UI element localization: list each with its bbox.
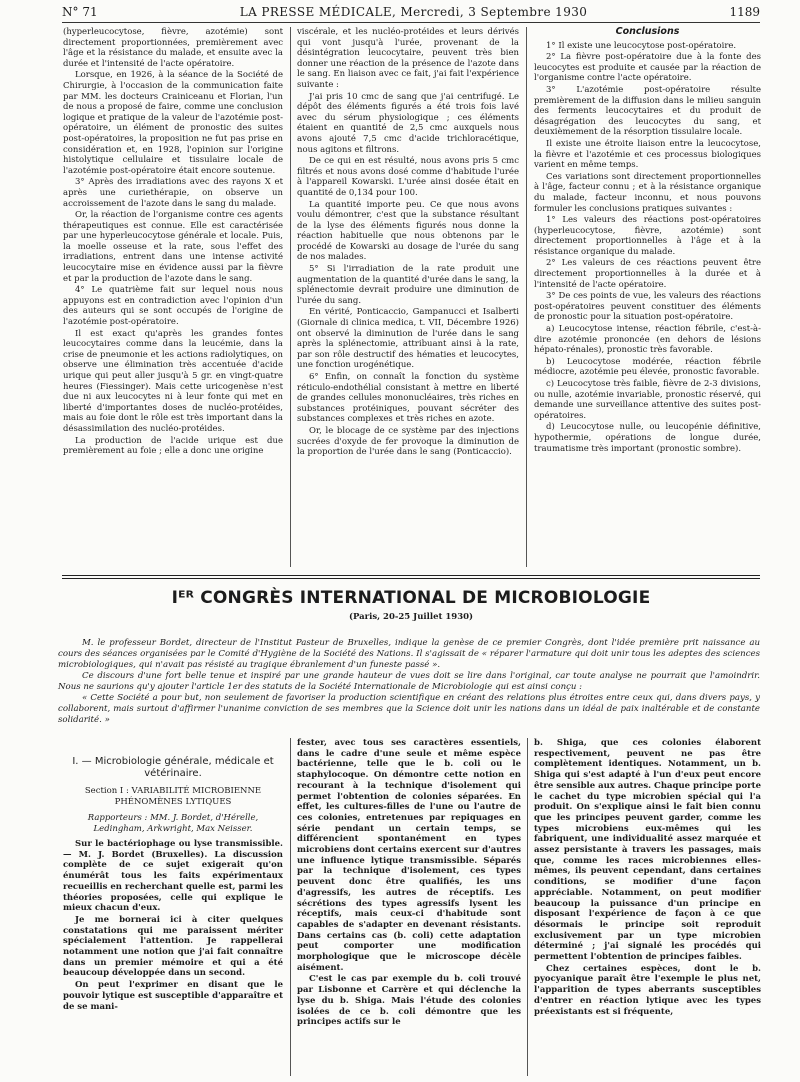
intro-paragraph: Ce discours d'une fort belle tenue et inspiré par une grande hauteur de vues doit se lire dans l'original, car toute analyse ne pourrait que l'amoindrir. Nous ne saurions qu'y ajouter l'article 1er des statuts de la Société Internationale de Microbiologie qui est ainsi conçu : (58, 671, 760, 692)
paragraph: Il est exact qu'après les grandes fontes leucocytaires comme dans la leucémie, dans la crise de pneumonie et les actions radiolytiques, on observe une élimination très accentuée d'acide urique qui peut aller jusqu'à 5 gr. en vingt-quatre heures (Fiessinger). Mais cette uricogenèse n'est due ni aux leucocytes ni à leur fonte qui met en liberté d'importantes doses de nucléo-protéides, mais au foie dont le rôle est très important dans la désassimilation des nucléo-protéides. (63, 328, 283, 434)
paragraph: 3° De ces points de vue, les valeurs des réactions post-opératoires peuvent constituer des éléments de pronostic pour la situation post-opératoire. (534, 291, 761, 323)
header-rule (62, 22, 760, 23)
paragraph: 1° Il existe une leucocytose post-opératoire. (546, 40, 737, 51)
section-separator (62, 578, 760, 579)
issue-number: N° 71 (62, 5, 98, 19)
bottom-column-3 (534, 738, 761, 1018)
column-divider (527, 738, 528, 1076)
paragraph: De ce qui en est résulté, nous avons pris 5 cmc filtrés et nous avons dosé comme d'habitude l'urée à l'appareil Kowarski. L'urée ainsi dosée était en quantité de 0,134 pour 100. (297, 156, 519, 198)
column-divider (290, 738, 291, 1076)
section-subtitle: Section I : VARIABILITÉ MICROBIENNE PHÉNOMÈNES LYTIQUES (84, 786, 262, 807)
conclusions-column (534, 27, 761, 455)
article-column-2 (297, 27, 519, 459)
paragraph: d) Leucocytose nulle, ou leucopénie définitive, hypothermie, opérations de longue durée, traumatisme très important (pronostic sombre). (534, 422, 761, 454)
page-header (62, 3, 760, 21)
paragraph: Ces variations sont directement proportionnelles à l'âge, facteur connu ; et à la résistance organique du malade, facteur inconnu, et nous pouvons formuler les conclusions pratiques suivantes : (534, 171, 761, 214)
paragraph: C'est le cas par exemple du b. coli trouvé par Lisbonne et Carrère et qui déclenche la lyse du b. Shiga. Mais l'étude des colonies isolées de ce b. coli démontre que les principes actifs sur le (297, 974, 521, 1028)
paragraph: La quantité importe peu. Ce que nous avons voulu démontrer, c'est que la substance résultant de la lyse des éléments figurés nous donne la réaction habituelle que nous obtenons par le procédé de Kowarski au dosage de l'urée du sang de nos malades. (297, 199, 519, 263)
article-column-1 (63, 27, 283, 458)
intro-paragraph: M. le professeur Bordet, directeur de l'Institut Pasteur de Bruxelles, indique la genèse de ce premier Congrès, dont l'idée première prit naissance au cours des séances organisées par le Comité d'Hygiène de la Société des Nations. Il s'agissait de « réparer l'armature qui doit unir tous les adeptes des sciences microbiologiques, qui n'avait pas résisté au tragique ébranlement d'un funeste passé ». (58, 638, 760, 670)
congress-subtitle: (Paris, 20-25 Juillet 1930) (348, 612, 474, 622)
paragraph: b. Shiga, que ces colonies élaborent respectivement, peuvent ne pas être complètement identiques. Notamment, un b. Shiga qui s'est adapté à l'un d'eux peut encore être sensible aux autres. Chaque principe porte le cachet du type microbien spécial qui l'a produit. On s'explique ainsi le fait bien connu que les principes peuvent garder, comme les types microbiens eux-mêmes qui les fabriquent, une individualité assez marquée et assez persistante à travers les passages, mais que, comme les races microbiennes elles-mêmes, ils peuvent cependant, dans certaines conditions, se modifier d'une façon appréciable. Notamment, on peut modifier beaucoup la puissance d'un principe en disposant l'expérience de façon à ce que désormais le principe soit reproduit exclusivement par un type microbien déterminé ; j'ai signalé les procédés qui permettent l'obtention de principes faibles. (534, 738, 761, 963)
paragraph: Or, le blocage de ce système par des injections sucrées d'oxyde de fer provoque la diminution de la proportion de l'urée dans le sang (Ponticaccio). (297, 425, 519, 458)
paragraph: 2° La fièvre post-opératoire due à la fonte des leucocytes est produite et causée par la réaction de l'organisme contre l'acte opératoire. (534, 52, 761, 84)
bottom-column-1 (63, 738, 283, 1013)
paragraph: Sur le bactériophage ou lyse transmissible. — M. J. Bordet (Bruxelles). La discussion complète de ce sujet exigerait qu'on énumérât tous les faits expérimentaux recueillis en recherchant quelle est, parmi les théories proposées, celle qui explique le mieux chacun d'eux. (63, 839, 283, 914)
paragraph: 3° Après des irradiations avec des rayons X et après une curiethérapie, on observe un accroissement de l'azote dans le sang du malade. (63, 177, 283, 209)
paragraph: On peut l'exprimer en disant que le pouvoir lytique est susceptible d'apparaître et de se mani- (63, 980, 283, 1012)
paragraph: La production de l'acide urique est due premièrement au foie ; elle a donc une origine (63, 435, 283, 457)
conclusions-heading: Conclusions (615, 26, 680, 37)
congress-intro (58, 638, 760, 726)
paragraph: Chez certaines espèces, dont le b. pyocyanique paraît être l'exemple le plus net, l'apparition de types aberrants susceptibles d'entrer en réaction lytique avec les types préexistants est si fréquente, (534, 963, 761, 1017)
paragraph: Il existe une étroite liaison entre la leucocytose, la fièvre et l'azotémie et ces processus biologiques varient en même temps. (534, 138, 761, 171)
paragraph: fester, avec tous ses caractères essentiels, dans le cadre d'une seule et même espèce bactérienne, telle que le b. coli ou le staphylocoque. On démontre cette notion en recourant à la technique d'isolement qui permet l'obtention de colonies séparées. En effet, les cultures-filles de l'une ou l'autre de ces colonies, entretenues par repiquages en série pendant un certain temps, se différencient spontanément en types microbiens dont certains exercent sur d'autres une influence lytique transmissible. Séparés par la technique d'isolement, ces types peuvent donc être qualifiés, les uns d'agressifs, les autres de réceptifs. Les sécrétions des types agressifs lysent les réceptifs, mais ceux-ci d'habitude sont capables de s'adapter en devenant résistants. Dans certains cas (b. coli) cette adaptation peut comporter une modification morphologique que le microscope décèle aisément. (297, 738, 521, 973)
section-separator (62, 575, 760, 576)
paragraph: viscérale, et les nucléo-protéides et leurs dérivés qui vont jusqu'à l'urée, provenant de la désintégration leucocytaire, peuvent très bien donner une réaction de la présence de l'azote dans le sang. En liaison avec ce fait, j'ai fait l'expérience suivante : (297, 27, 519, 90)
paragraph: 4° Le quatrième fait sur lequel nous nous appuyons est en contradiction avec l'opinion d'un des auteurs qui se sont occupés de l'origine de l'azotémie post-opératoire. (63, 285, 283, 328)
bottom-column-2 (297, 738, 521, 1029)
column-divider (290, 27, 291, 567)
paragraph: a) Leucocytose intense, réaction fébrile, c'est-à-dire azotémie prononcée (en dehors de lésions hépato-rénales), pronostic très favorable. (534, 324, 761, 356)
paragraph: En vérité, Ponticaccio, Gampanucci et Isalberti (Giornale di clinica medica, t. VII, Décembre 1926) ont observé la diminution de l'urée dans le sang après la splénectomie, attribuant ainsi à la rate, par son rôle destructif des hématies et leucocytes, une fonction urogénétique. (297, 307, 519, 371)
paragraph: b) Leucocytose modérée, réaction fébrile médiocre, azotémie peu élevée, pronostic favorable. (534, 356, 761, 378)
paragraph: Je me bornerai ici à citer quelques constatations qui me paraissent mériter spécialement l'attention. Je rappellerai notamment une notion que j'ai fait connaître dans un premier mémoire et qui a été beaucoup développée dans un second. (63, 914, 283, 979)
paragraph: (hyperleucocytose, fièvre, azotémie) sont directement proportionnées, premièrement avec l'âge et la résistance du malade, et ensuite avec la durée et l'intensité de l'acte opératoire. (63, 27, 283, 69)
paragraph: c) Leucocytose très faible, fièvre de 2-3 divisions, ou nulle, azotémie invariable, pronostic réservé, qui demande une surveillance attentive des suites post-opératoires. (534, 379, 761, 421)
paragraph: Or, la réaction de l'organisme contre ces agents thérapeutiques est connue. Elle est caractérisée par une hyperleucocytose générale et locale. Puis, la moelle osseuse et la rate, sous l'effet des irradiations, entrent dans une intense activité leucocytaire mise en évidence aussi par la fièvre et par la production de l'azote dans le sang. (63, 210, 283, 284)
paragraph: Lorsque, en 1926, à la séance de la Société de Chirurgie, à l'occasion de la communication faite par MM. les docteurs Crainiceanu et Florian, l'un de nous a proposé de faire, comme une conclusion logique et pratique de la valeur de l'azotémie post-opératoire, un élément de pronostic des suites post-opératoires, la proposition ne fut pas prise en considération et, en 1928, l'opinion sur l'origine histolytique cellulaire et tissulaire locale de l'azotémie post-opératoire était encore soutenue. (63, 70, 283, 176)
paragraph: 1° Les valeurs des réactions post-opératoires (hyperleucocytose, fièvre, azotémie) sont directement proportionnelles à l'âge et à la résistance organique du malade. (534, 215, 761, 257)
journal-title: LA PRESSE MÉDICALE, Mercredi, 3 Septembre 1930 (239, 5, 588, 19)
intro-paragraph: « Cette Société a pour but, non seulement de favoriser la production scientifique en créant des relations plus étroites entre ceux qui, dans divers pays, y collaborent, mais surtout d'affirmer l'unanime conviction de ses membres que la Science doit unir les nations dans un idéal de paix inaltérable et de constante solidarité. » (58, 693, 760, 725)
paragraph: J'ai pris 10 cmc de sang que j'ai centrifugé. Le dépôt des éléments figurés a été trois fois lavé avec du sérum physiologique ; ces éléments étaient en quantité de 2,5 cmc auxquels nous avons ajouté 7,5 cmc d'acide trichloracétique, nous agitons et filtrons. (297, 91, 519, 155)
paragraph: 5° Si l'irradiation de la rate produit une augmentation de la quantité d'urée dans le sang, la splénectomie devrait produire une diminution de l'urée du sang. (297, 264, 519, 306)
rapporteurs: Rapporteurs : MM. J. Bordet, d'Hérelle, Ledingham, Arkwright, Max Neisser. (87, 813, 259, 834)
paragraph: 3° L'azotémie post-opératoire résulte premièrement de la diffusion dans le milieu sanguin des ferments leucocytaires et du produit de désagrégation des leucocytes du sang, et deuxièmement de la résorption tissulaire locale. (534, 84, 761, 138)
section-title: I. — Microbiologie générale, médicale et vétérinaire. (72, 756, 274, 779)
column-divider (526, 27, 527, 567)
paragraph: 2° Les valeurs de ces réactions peuvent être directement proportionnelles à la durée et à l'intensité de l'acte opératoire. (534, 258, 761, 290)
page-number: 1189 (729, 5, 760, 19)
congress-title: Iᴱᴿ CONGRÈS INTERNATIONAL DE MICROBIOLOGIE (171, 588, 651, 608)
paragraph: 6° Enfin, on connaît la fonction du système réticulo-endothélial consistant à mettre en liberté de grandes cellules mononucléaires, très riches en substances protéiniques, pouvant sécréter des substances complexes et très riches en azote. (297, 372, 519, 425)
